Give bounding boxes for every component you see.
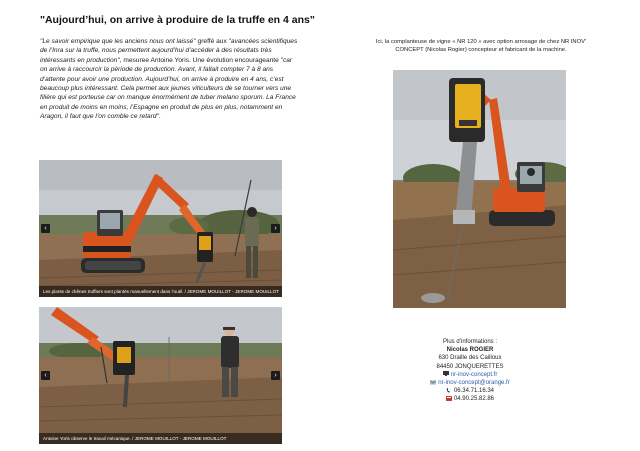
- prev-arrow-button[interactable]: ‹: [41, 371, 50, 380]
- contact-address-1: 630 Draille des Cailloux: [438, 355, 502, 362]
- machine-photo: [393, 70, 566, 308]
- fax-number: 04.90.25.82.86: [453, 396, 495, 403]
- machine-caption-line-1: Ici, la complanteuse de vigne « NR 120 » avec option arrosage de chez NR INOV': [375, 39, 587, 45]
- contact-address-2: 84450 JONQUERETTES: [436, 363, 504, 370]
- monitor-icon: [443, 371, 449, 376]
- text-2: , mesuree Antoine Yoris. Une évolution encourageante: [119, 56, 281, 64]
- text-3: .: [158, 113, 161, 121]
- contact-name: Nicolas ROGIER: [446, 347, 494, 354]
- planter-machine-photo: [393, 70, 566, 308]
- email-link[interactable]: nr-inov-concept@orange.fr: [438, 380, 510, 387]
- email-icon: [430, 380, 436, 385]
- contact-website-row: [400, 371, 540, 379]
- fax-icon: [446, 396, 452, 401]
- quote-2: "avancées scientifiques de l’Inra sur la truffe, nous permettent aujourd’hui d’accéder à des résultats très intéressants en production": [40, 38, 298, 64]
- quote-3: "car on arrive à raccourcir la période de production. Avant, il fallait compter 7 à 8 ans d’attente pour avoir une production. Aujourd’hui, on arrive à produire en 4 ans, c’est beaucoup plus intéressant. Cela permet aux jeunes viticulteurs de se tourner vers une filière qui est porteuse car on manque énormément de tuber melano sporum. La France en produit de moins en moins, l’Espagne en produit de plus en plus, notamment en Aragon, il faut que l’on comble ce retard": [40, 56, 296, 121]
- prev-arrow-button[interactable]: ‹: [41, 224, 50, 233]
- contact-block: [400, 338, 540, 404]
- photo-caption: Les plants de chênes truffiers sont plantés manuellement dans l’outil. / JEROME MOUILLOT - JEROME MOUILLOT: [39, 286, 282, 297]
- contact-fax-row: [400, 395, 540, 403]
- quote-1: "Le savoir empirique que les anciens nous ont laissé": [40, 38, 196, 45]
- text-1: greffé aux: [195, 38, 229, 45]
- gallery-photo-2: [39, 307, 282, 444]
- contact-phone-row: [400, 387, 540, 395]
- contact-heading: Plus d’informations :: [442, 339, 498, 345]
- phone-number[interactable]: 06.34.71.16.34: [453, 388, 495, 395]
- next-arrow-button[interactable]: ›: [271, 371, 280, 380]
- article-paragraph: [40, 37, 298, 122]
- gallery-photo-1: [39, 160, 282, 297]
- phone-icon: [446, 388, 452, 393]
- excavator-photo-1: [39, 160, 282, 297]
- website-link[interactable]: nr-inov-concept.fr: [450, 371, 498, 378]
- machine-caption-line-2: CONCEPT (Nicolas Rogier) concepteur et fabricant de la machine.: [395, 47, 567, 53]
- observation-photo-2: [39, 307, 282, 444]
- next-arrow-button[interactable]: ›: [271, 224, 280, 233]
- machine-caption: [356, 38, 606, 54]
- photo-caption: Antoine Yoris observe le travail mécanique. / JEROME MOUILLOT - JEROME MOUILLOT: [39, 433, 282, 444]
- article-title: "Aujourd’hui, on arrive à produire de la truffe en 4 ans": [40, 14, 315, 26]
- contact-email-row: [400, 379, 540, 387]
